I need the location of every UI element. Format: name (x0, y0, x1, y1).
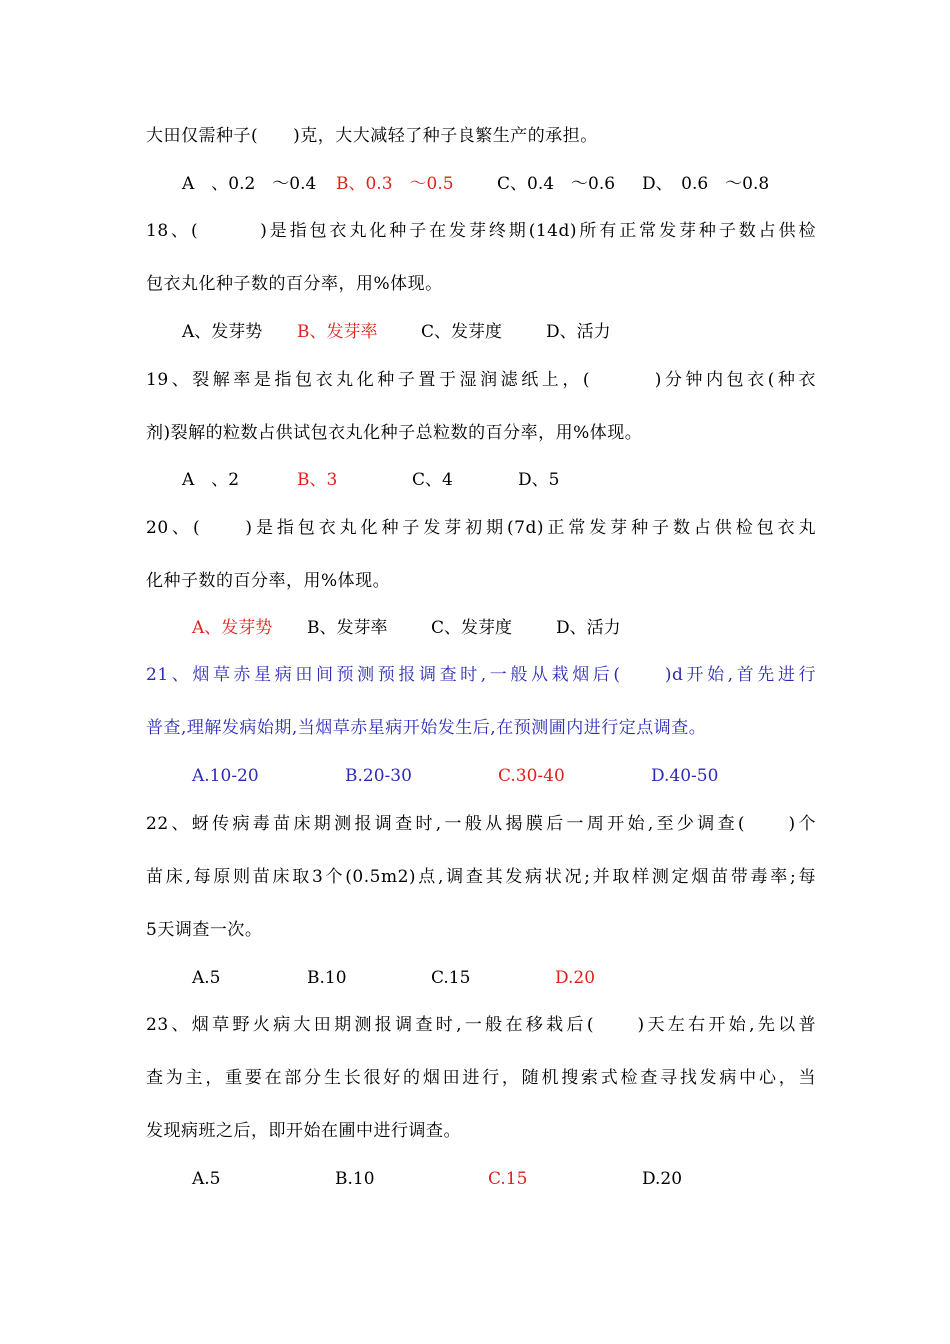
q23-option-c: C.15 (488, 1169, 528, 1189)
q20-option-a: A、发芽势 (192, 618, 273, 638)
q19-option-c: C、4 (412, 470, 453, 490)
q23-option-d: D.20 (642, 1169, 683, 1189)
q19-option-b: B、3 (297, 470, 338, 490)
q17-option-c: C、0.4 ～0.6 (497, 174, 616, 194)
q17-option-d: D、 0.6 ～0.8 (642, 174, 770, 194)
q19-option-a: A 、2 (182, 470, 240, 490)
q22-text-line1: 22、蚜传病毒苗床期测报调查时,一般从揭膜后一周开始,至少调查( )个 (146, 814, 816, 834)
q22-option-d: D.20 (555, 968, 596, 988)
q21-option-d: D.40-50 (651, 766, 719, 786)
q17-text-line2: 大田仅需种子( )克，大大减轻了种子良繁生产的承担。 (146, 126, 598, 146)
q19-option-d: D、5 (518, 470, 560, 490)
q21-option-a: A.10-20 (192, 766, 259, 786)
q22-option-c: C.15 (431, 968, 471, 988)
q23-option-a: A.5 (192, 1169, 221, 1189)
q21-option-c: C.30-40 (498, 766, 565, 786)
q21-text-line2: 普查,理解发病始期,当烟草赤星病开始发生后,在预测圃内进行定点调查。 (146, 718, 707, 738)
q20-option-c: C、发芽度 (431, 618, 513, 638)
q20-text-line2: 化种子数的百分率，用%体现。 (146, 571, 391, 591)
q20-option-d: D、活力 (556, 618, 621, 638)
q17-option-a: A 、0.2 ～0.4 (182, 174, 317, 194)
q20-text-line1: 20、( )是指包衣丸化种子发芽初期(7d)正常发芽种子数占供检包衣丸 (146, 518, 816, 538)
q21-option-b: B.20-30 (345, 766, 412, 786)
q23-text-line1: 23、烟草野火病大田期测报调查时,一般在移栽后( )天左右开始,先以普 (146, 1015, 816, 1035)
q18-option-a: A、发芽势 (182, 322, 263, 342)
q17-option-b: B、0.3 ～0.5 (336, 174, 454, 194)
q18-text-line2: 包衣丸化种子数的百分率，用%体现。 (146, 274, 443, 294)
q18-option-d: D、活力 (546, 322, 611, 342)
q23-text-line3: 发现病班之后，即开始在圃中进行调查。 (146, 1121, 461, 1141)
q23-option-b: B.10 (335, 1169, 375, 1189)
q22-option-b: B.10 (307, 968, 347, 988)
q21-text-line1: 21、烟草赤星病田间预测预报调查时,一般从栽烟后( )d开始,首先进行 (146, 665, 816, 685)
q19-text-line1: 19、裂解率是指包衣丸化种子置于湿润滤纸上，( )分钟内包衣(种衣 (146, 370, 816, 390)
q22-text-line2: 苗床,每原则苗床取3个(0.5m2)点,调查其发病状况;并取样测定烟苗带毒率;每 (146, 867, 816, 887)
q23-text-line2: 查为主，重要在部分生长很好的烟田进行，随机搜索式检查寻找发病中心，当 (146, 1068, 816, 1088)
q18-text-line1: 18、( )是指包衣丸化种子在发芽终期(14d)所有正常发芽种子数占供检 (146, 221, 816, 241)
q22-option-a: A.5 (192, 968, 221, 988)
q22-text-line3: 5天调查一次。 (146, 920, 263, 940)
q18-option-b: B、发芽率 (297, 322, 378, 342)
q20-option-b: B、发芽率 (307, 618, 388, 638)
q18-option-c: C、发芽度 (421, 322, 503, 342)
q19-text-line2: 剂)裂解的粒数占供试包衣丸化种子总粒数的百分率，用%体现。 (146, 423, 643, 443)
